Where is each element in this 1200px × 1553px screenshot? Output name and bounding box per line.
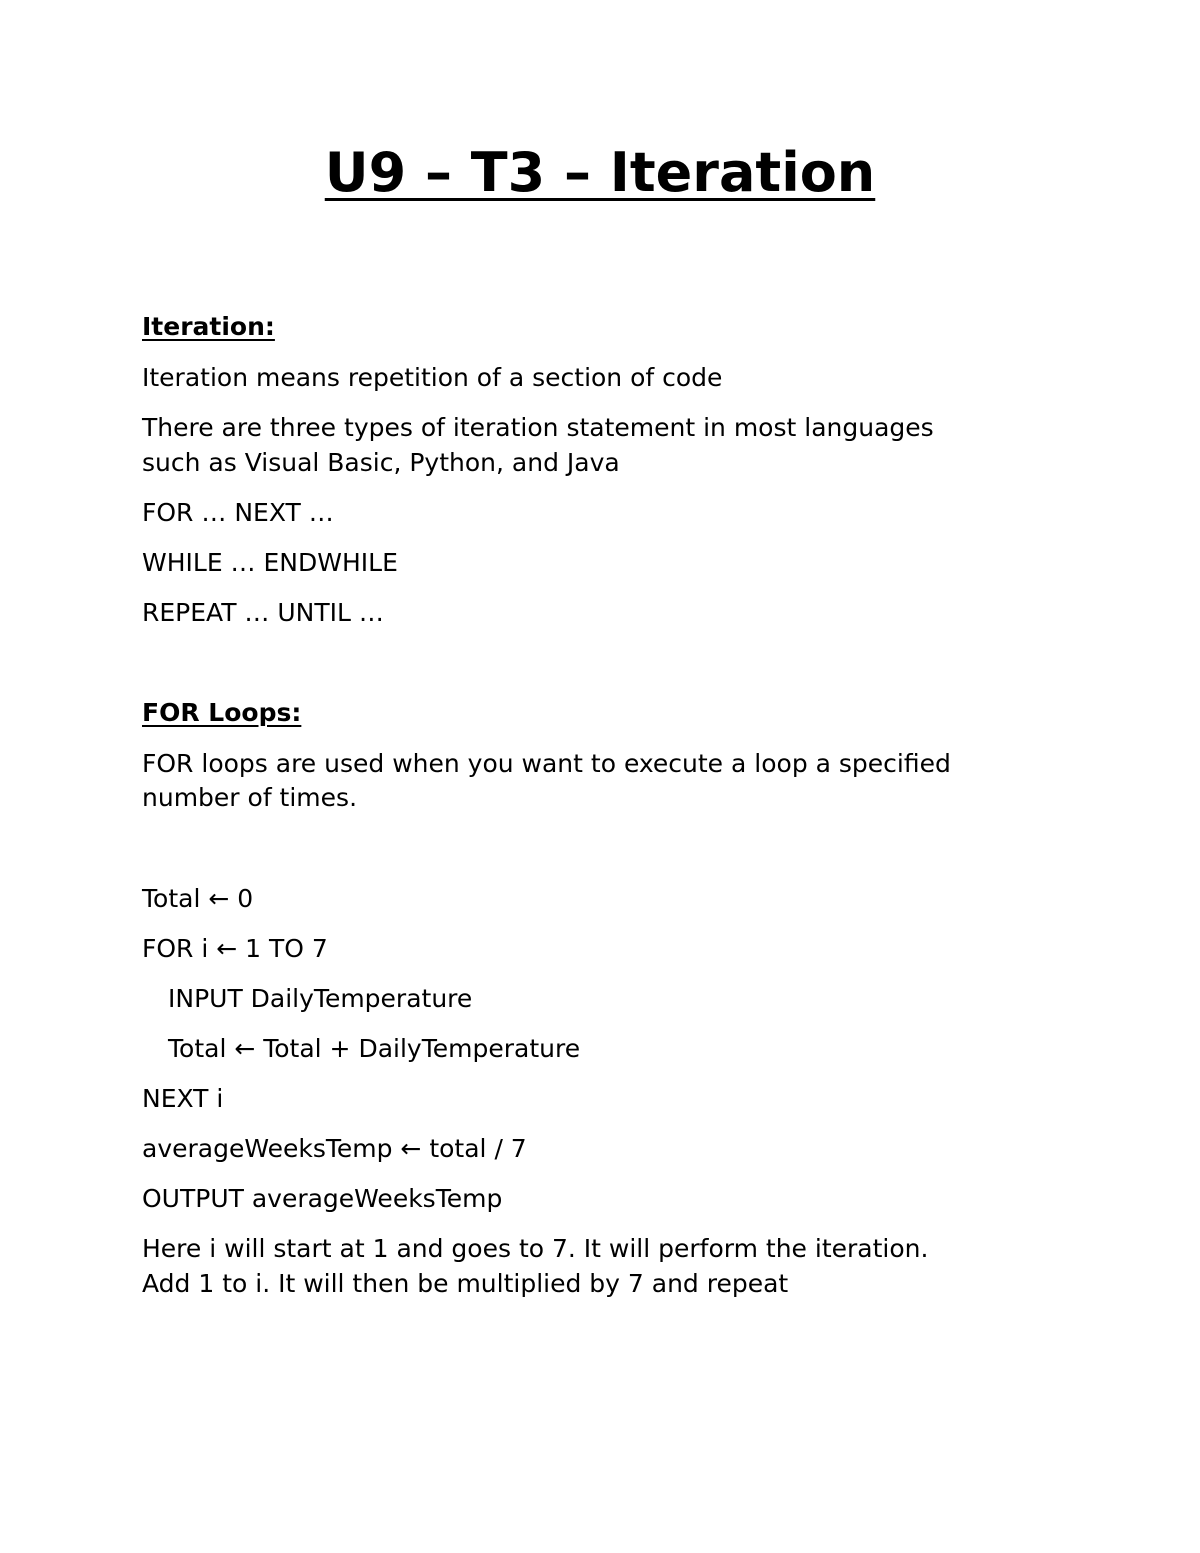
page-title-text: U9 – T3 – Iteration <box>324 141 876 204</box>
for-loops-description-line2: number of times. <box>142 783 358 812</box>
iteration-heading: Iteration: <box>142 312 275 341</box>
iteration-types-intro-line1: There are three types of iteration statement in most languages <box>142 413 934 442</box>
explanation-line1: Here i will start at 1 and goes to 7. It will perform the iteration. <box>142 1234 929 1263</box>
code-line-next: NEXT i <box>142 1084 224 1113</box>
explanation-line2: Add 1 to i. It will then be multiplied by 7 and repeat <box>142 1269 789 1298</box>
page-title <box>0 138 1200 208</box>
code-line-output: OUTPUT averageWeeksTemp <box>142 1184 503 1213</box>
iteration-type-for-next: FOR … NEXT … <box>142 498 334 527</box>
code-line-total-update: Total ← Total + DailyTemperature <box>168 1034 581 1063</box>
code-line-input: INPUT DailyTemperature <box>168 984 473 1013</box>
iteration-definition: Iteration means repetition of a section of code <box>142 363 723 392</box>
iteration-types-intro-line2: such as Visual Basic, Python, and Java <box>142 448 620 477</box>
for-loops-heading: FOR Loops: <box>142 698 302 727</box>
code-line-for: FOR i ← 1 TO 7 <box>142 934 328 963</box>
for-loops-description-line1: FOR loops are used when you want to execute a loop a specified <box>142 749 951 778</box>
code-line-average: averageWeeksTemp ← total / 7 <box>142 1134 527 1163</box>
iteration-type-while: WHILE … ENDWHILE <box>142 548 398 577</box>
code-line-total-init: Total ← 0 <box>142 884 254 913</box>
iteration-type-repeat-until: REPEAT … UNTIL … <box>142 598 384 627</box>
